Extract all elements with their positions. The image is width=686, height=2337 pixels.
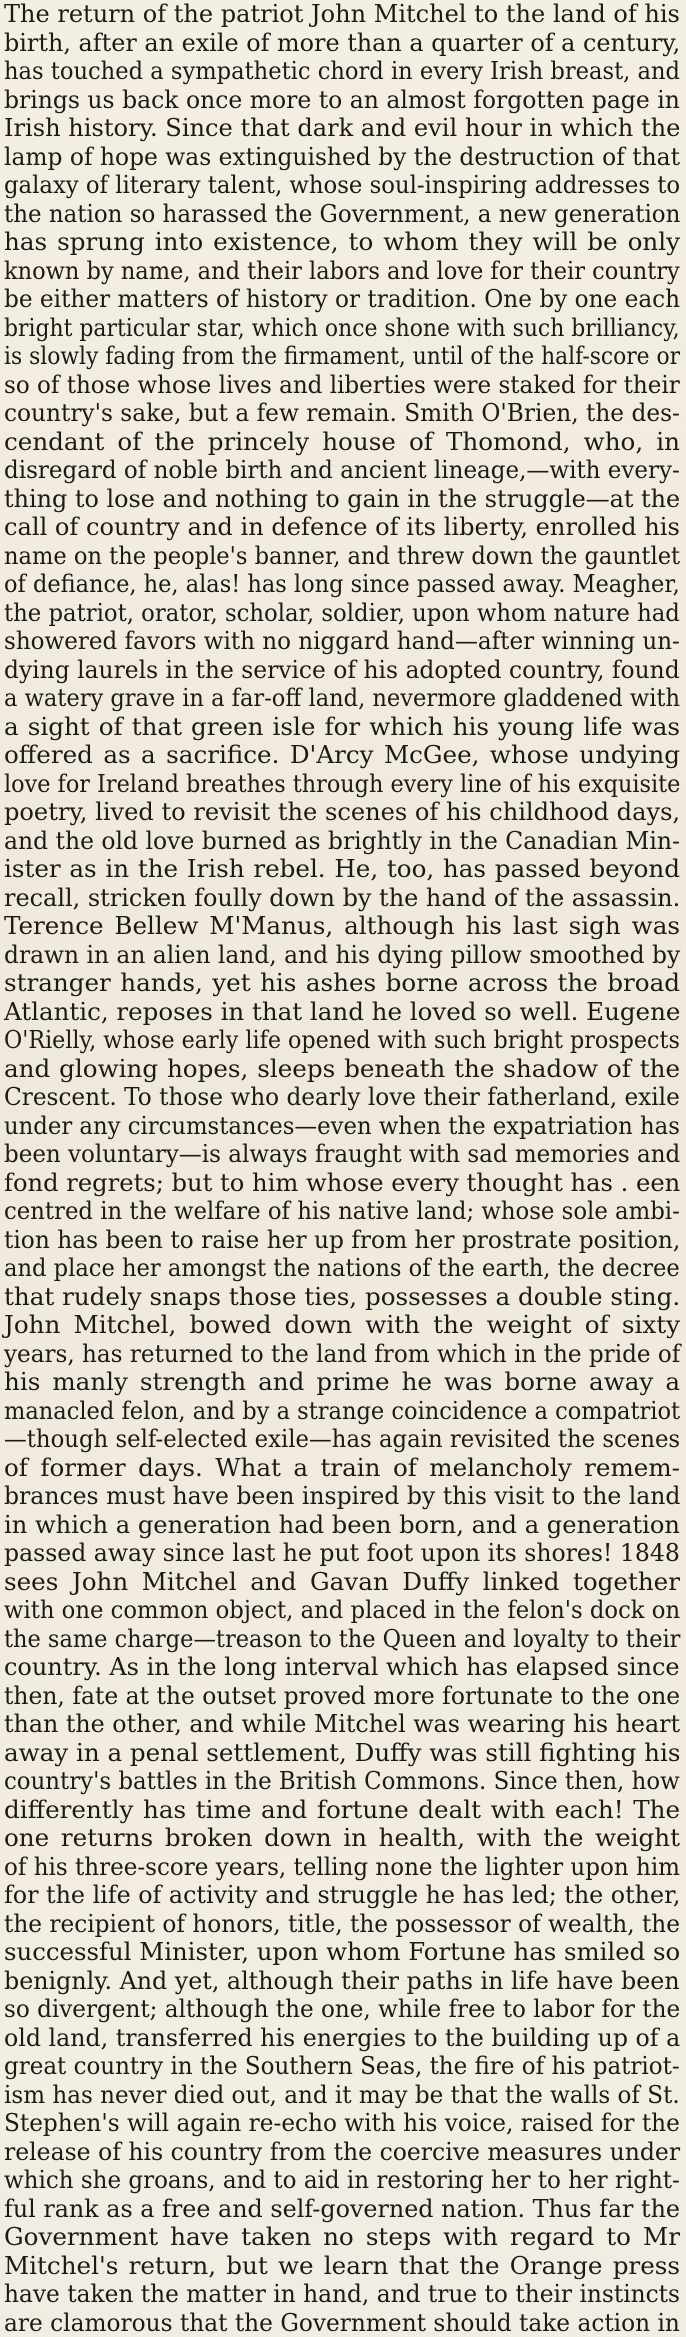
article-line: fond regrets; but to him whose every thought has . een [4,1169,680,1198]
article-line: lamp of hope was extinguished by the destruction of that [4,143,680,172]
article-line: Atlantic, reposes in that land he loved so well. Eugene [4,998,680,1027]
article-line: cendant of the princely house of Thomond, who, in [4,428,680,457]
article-line: been voluntary—is always fraught with sad memories and [4,1140,680,1169]
article-line: Government have taken no steps with regard to Mr [4,2223,680,2252]
article-line: John Mitchel, bowed down with the weight of sixty [4,1311,680,1340]
article-line: away in a penal settlement, Duffy was still fighting his [4,1739,680,1768]
article-line: birth, after an exile of more than a quarter of a century, [4,29,680,58]
article-line: ism has never died out, and it may be that the walls of St. [4,2081,680,2110]
article-line: release of his country from the coercive measures under [4,2138,680,2167]
article-line: call of country and in defence of its liberty, enrolled his [4,513,680,542]
article-line: ister as in the Irish rebel. He, too, has passed beyond [4,855,680,884]
article-line: of his three-score years, telling none the lighter upon him [4,1853,680,1882]
article-line: the same charge—treason to the Queen and loyalty to their [4,1625,680,1654]
article-line: for the life of activity and struggle he has led; the other, [4,1881,680,1910]
article-line: and the old love burned as brightly in the Canadian Min- [4,827,680,856]
article-line: benignly. And yet, although their paths in life have been [4,1967,680,1996]
article-line: so of those whose lives and liberties were staked for their [4,371,680,400]
article-line: —though self-elected exile—has again revisited the scenes [4,1425,680,1454]
article-line: centred in the welfare of his native land; whose sole ambi- [4,1197,680,1226]
article-line: thing to lose and nothing to gain in the struggle—at the [4,485,680,514]
article-line: than the other, and while Mitchel was wearing his heart [4,1710,680,1739]
article-line: love for Ireland breathes through every line of his exquisite [4,770,680,799]
article-line: differently has time and fortune dealt with each! The [4,1796,680,1825]
article-line: with one common object, and placed in the felon's dock on [4,1596,680,1625]
article-line: old land, transferred his energies to the building up of a [4,2024,680,2053]
article-body [4,0,680,2337]
article-line: has sprung into existence, to whom they will be only [4,228,680,257]
article-line: is slowly fading from the firmament, until of the half-score or [4,342,680,371]
article-line: poetry, lived to revisit the scenes of his childhood days, [4,798,680,827]
article-line: the patriot, orator, scholar, soldier, upon whom nature had [4,599,680,628]
article-line: bright particular star, which once shone with such brilliancy, [4,314,680,343]
article-line: so divergent; although the one, while free to labor for the [4,1995,680,2024]
article-line: sees John Mitchel and Gavan Duffy linked together [4,1568,680,1597]
article-line: his manly strength and prime he was borne away a [4,1368,680,1397]
article-line: O'Rielly, whose early life opened with such bright prospects [4,1026,680,1055]
article-line: offered as a sacrifice. D'Arcy McGee, whose undying [4,741,680,770]
article-line: name on the people's banner, and threw down the gauntlet [4,542,680,571]
article-line: has touched a sympathetic chord in every Irish breast, and [4,57,680,86]
article-line: dying laurels in the service of his adopted country, found [4,656,680,685]
article-line: a watery grave in a far-off land, nevermore gladdened with [4,684,680,713]
article-line: The return of the patriot John Mitchel to the land of his [4,0,680,29]
article-line: years, has returned to the land from which in the pride of [4,1340,680,1369]
article-line: country's battles in the British Commons. Since then, how [4,1767,680,1796]
article-line: showered favors with no niggard hand—after winning un- [4,627,680,656]
article-line: country's sake, but a few remain. Smith O'Brien, the des- [4,399,680,428]
article-line: disregard of noble birth and ancient lineage,—with every- [4,456,680,485]
article-line: successful Minister, upon whom Fortune has smiled so [4,1938,680,1967]
article-line: have taken the matter in hand, and true to their instincts [4,2280,680,2309]
article-line: galaxy of literary talent, whose soul-inspiring addresses to [4,171,680,200]
article-line: recall, stricken foully down by the hand of the assassin. [4,884,680,913]
article-line: great country in the Southern Seas, the fire of his patriot- [4,2052,680,2081]
article-line: brings us back once more to an almost forgotten page in [4,86,680,115]
article-line: the recipient of honors, title, the possessor of wealth, the [4,1910,680,1939]
article-line: drawn in an alien land, and his dying pillow smoothed by [4,941,680,970]
article-line: Irish history. Since that dark and evil hour in which the [4,114,680,143]
article-line: known by name, and their labors and love for their country [4,257,680,286]
article-line: that rudely snaps those ties, possesses a double sting. [4,1283,680,1312]
article-line: Stephen's will again re-echo with his voice, raised for the [4,2109,680,2138]
article-line: Crescent. To those who dearly love their fatherland, exile [4,1083,680,1112]
article-line: and glowing hopes, sleeps beneath the shadow of the [4,1055,680,1084]
article-line: stranger hands, yet his ashes borne across the broad [4,969,680,998]
article-line: a sight of that green isle for which his young life was [4,713,680,742]
article-line: Mitchel's return, but we learn that the Orange press [4,2252,680,2281]
article-line: passed away since last he put foot upon its shores! 1848 [4,1539,680,1568]
article-line: of defiance, he, alas! has long since passed away. Meagher, [4,570,680,599]
article-line: tion has been to raise her up from her prostrate position, [4,1226,680,1255]
article-line: and place her amongst the nations of the earth, the decree [4,1254,680,1283]
article-line: one returns broken down in health, with the weight [4,1824,680,1853]
article-line: then, fate at the outset proved more fortunate to the one [4,1682,680,1711]
article-line: under any circumstances—even when the expatriation has [4,1112,680,1141]
article-line: country. As in the long interval which has elapsed since [4,1653,680,1682]
article-column [4,0,680,2162]
article-line: Terence Bellew M'Manus, although his last sigh was [4,912,680,941]
article-line: the nation so harassed the Government, a new generation [4,200,680,229]
article-line: are clamorous that the Government should take action in [4,2309,680,2337]
article-line: brances must have been inspired by this visit to the land [4,1482,680,1511]
article-line: ful rank as a free and self-governed nation. Thus far the [4,2195,680,2224]
article-line: of former days. What a train of melancholy remem- [4,1454,680,1483]
article-line: be either matters of history or tradition. One by one each [4,285,680,314]
article-line: in which a generation had been born, and a generation [4,1511,680,1540]
article-line: which she groans, and to aid in restoring her to her right- [4,2166,680,2195]
article-line: manacled felon, and by a strange coincidence a compatriot [4,1397,680,1426]
